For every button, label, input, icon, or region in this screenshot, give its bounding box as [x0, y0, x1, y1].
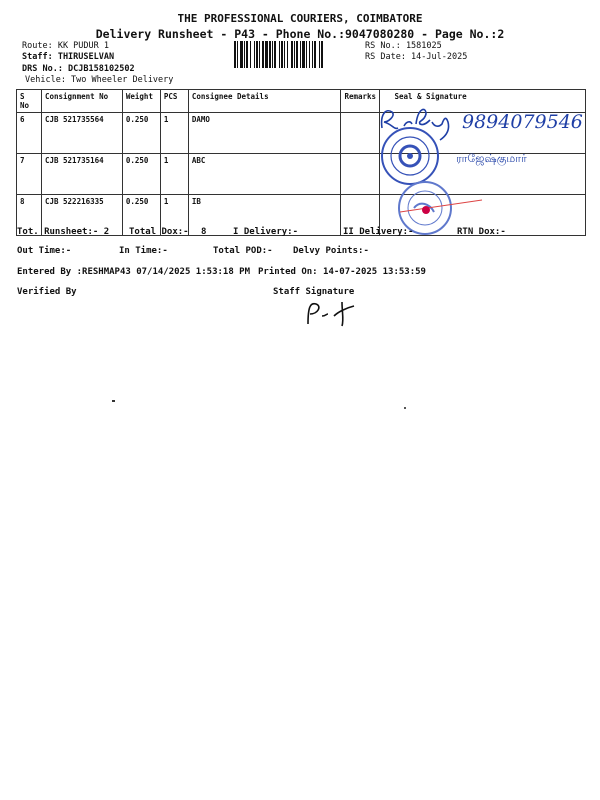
cell-weight: 0.250 [122, 154, 160, 195]
cell-consignee: DAMO [188, 113, 341, 154]
cell-pcs: 1 [160, 113, 188, 154]
cell-consignee: IB [188, 195, 341, 236]
barcode [234, 41, 357, 68]
cell-consignment: CJB 521735564 [41, 113, 122, 154]
cell-pcs: 1 [160, 154, 188, 195]
delvy-points-label: Delvy Points:- [293, 246, 369, 256]
print-speck [404, 407, 406, 409]
print-speck [112, 400, 115, 402]
staff-signature-label: Staff Signature [273, 287, 355, 297]
seal-signature-overlay [370, 100, 595, 235]
rs-date: RS Date: 14-Jul-2025 [365, 52, 468, 62]
cell-sno: 6 [17, 113, 42, 154]
total-dox-value: 8 [201, 227, 207, 237]
col-consignment: Consignment No [41, 90, 122, 113]
round-stamp [382, 128, 438, 184]
cell-consignee: ABC [188, 154, 341, 195]
i-delivery-label: I Delivery:- [233, 227, 299, 237]
runsheet-subtitle: Delivery Runsheet - P43 - Phone No.:9047080280 - Page No.:2 [95, 27, 505, 41]
entered-by: Entered By :RESHMAP43 07/14/2025 1:53:18 PM [17, 267, 250, 277]
company-title: THE PROFESSIONAL COURIERS, COIMBATORE [177, 12, 423, 25]
col-consignee: Consignee Details [188, 90, 341, 113]
col-seal-signature: Seal & Signature [380, 90, 586, 113]
col-weight: Weight [122, 90, 160, 113]
staff-signature-scribble [302, 298, 362, 330]
rs-number: RS No.: 1581025 [365, 41, 442, 51]
verified-by-label: Verified By [17, 287, 77, 297]
cell-consignment: CJB 522216335 [41, 195, 122, 236]
total-runsheet: Tot. Runsheet:- 2 [17, 227, 110, 237]
in-time-label: In Time:- [119, 246, 168, 256]
col-sno: S No [17, 90, 42, 113]
handwritten-tamil-name: ராஜேஷ்குமார் [456, 152, 527, 165]
route-label: Route: KK PUDUR 1 [22, 41, 109, 51]
cell-sno: 8 [17, 195, 42, 236]
rtn-dox-label: RTN Dox:- [457, 227, 506, 237]
cell-weight: 0.250 [122, 113, 160, 154]
out-time-label: Out Time:- [17, 246, 72, 256]
ii-delivery-label: II Delivery:- [343, 227, 414, 237]
cell-consignment: CJB 521735164 [41, 154, 122, 195]
printed-on: Printed On: 14-07-2025 13:53:59 [258, 267, 426, 277]
cell-weight: 0.250 [122, 195, 160, 236]
total-dox-label: Total Dox:- [129, 227, 189, 237]
drs-number: DRS No.: DCJB158102502 [22, 64, 135, 74]
barcode-bar [323, 41, 324, 68]
col-remarks: Remarks [341, 90, 380, 113]
vehicle-label: Vehicle: Two Wheeler Delivery [25, 75, 174, 85]
cell-sno: 7 [17, 154, 42, 195]
total-pod-label: Total POD:- [213, 246, 273, 256]
cell-pcs: 1 [160, 195, 188, 236]
staff-label: Staff: THIRUSELVAN [22, 52, 115, 62]
handwritten-phone: 9894079546 [462, 111, 583, 133]
col-pcs: PCS [160, 90, 188, 113]
